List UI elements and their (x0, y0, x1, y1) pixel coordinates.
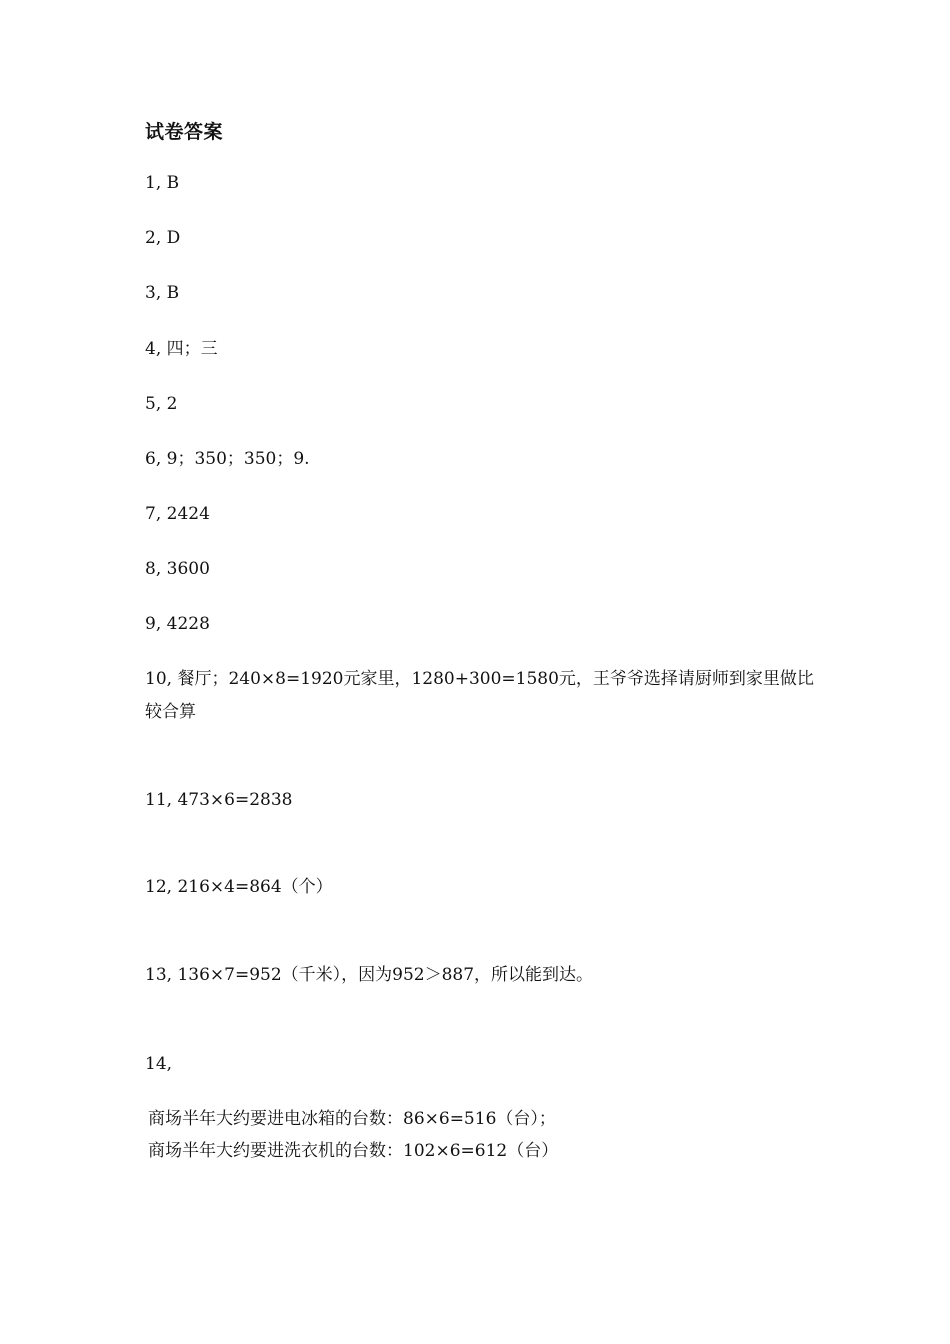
answer-3: 3, B (145, 283, 180, 303)
answer-13: 13, 136×7=952（千米），因为952＞887，所以能到达。 (145, 965, 594, 985)
answer-12: 12, 216×4=864（个） (145, 877, 333, 897)
answer-1: 1, B (145, 173, 180, 193)
answer-6: 6, 9；350；350；9. (145, 449, 310, 469)
answer-5: 5, 2 (145, 394, 178, 414)
answer-14: 14, (145, 1054, 173, 1074)
answer-4: 4, 四；三 (145, 339, 218, 359)
page-title: 试卷答案 (145, 121, 224, 143)
answer-9: 9, 4228 (145, 614, 210, 634)
answer-14-line-1: 商场半年大约要进电冰箱的台数：86×6=516（台）； (148, 1109, 556, 1129)
answer-2: 2, D (145, 228, 181, 248)
answer-14-line-2: 商场半年大约要进洗衣机的台数：102×6=612（台） (148, 1141, 559, 1161)
answer-8: 8, 3600 (145, 559, 210, 579)
answer-10: 10, 餐厅；240×8=1920元家里，1280+300=1580元，王爷爷选择请厨师到家里做比较合算 (145, 669, 814, 722)
answer-11: 11, 473×6=2838 (145, 790, 293, 810)
answer-7: 7, 2424 (145, 504, 210, 524)
